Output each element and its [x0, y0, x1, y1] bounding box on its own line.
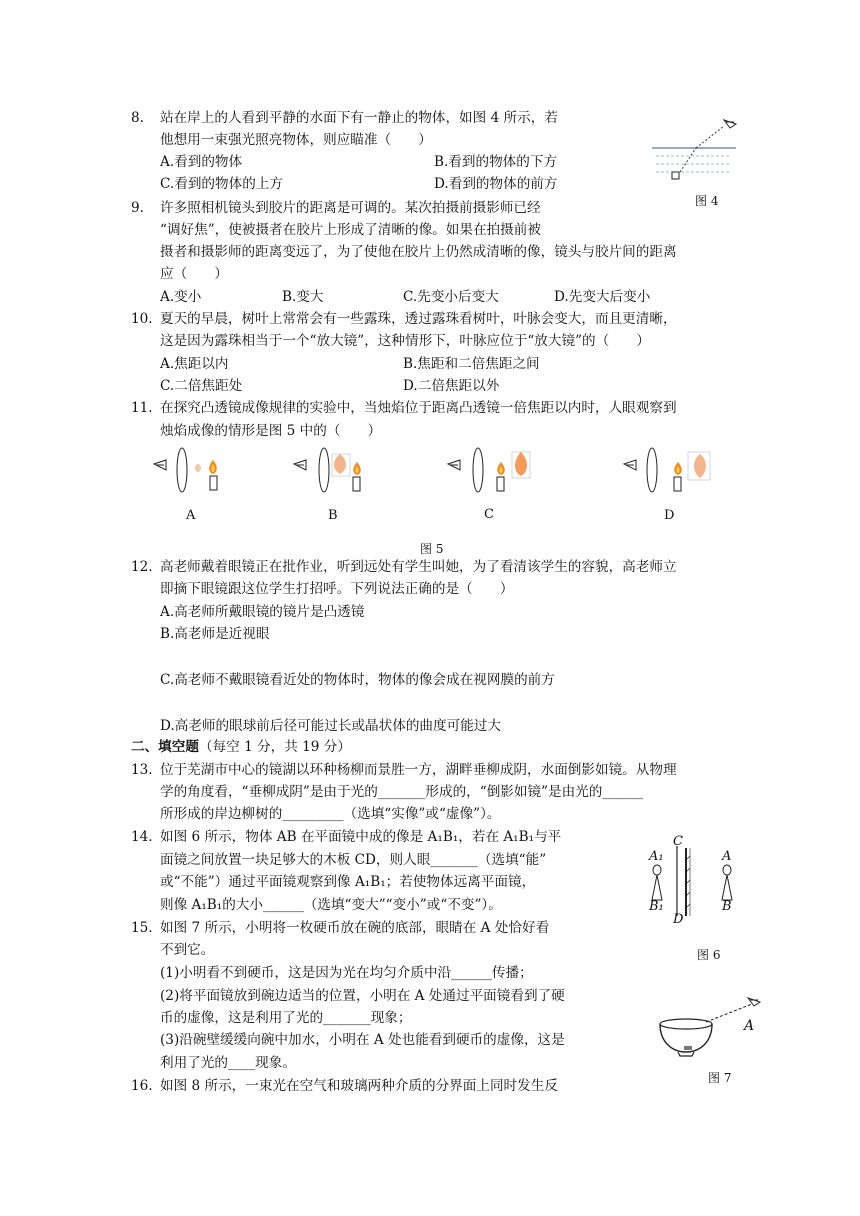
figure-6-label-a1: A₁ [649, 849, 664, 864]
q8-line-2: 他想用一束强光照亮物体，则应瞄准（ ） [160, 132, 432, 148]
q8-number: 8. [131, 110, 144, 126]
figure-7-caption: 图 7 [708, 1071, 732, 1085]
figure-6-caption: 图 6 [697, 948, 721, 962]
q9-line-2: “调好焦”，使被摄者在胶片上形成了清晰的像。如果在拍摄前被 [160, 222, 541, 238]
figure-5-label-c: C [484, 507, 494, 522]
q8-option-b: B.看到的物体的下方 [434, 154, 558, 170]
q10-number: 10. [131, 311, 153, 327]
figure-5-option-c [444, 446, 534, 498]
q12-number: 12. [131, 559, 153, 575]
q16-line-1: 如图 8 所示，一束光在空气和玻璃两种介质的分界面上同时发生反 [160, 1078, 558, 1094]
q15-line-2: 不到它。 [160, 942, 215, 958]
figure-5-option-d [620, 446, 716, 498]
q13-line-1: 位于芜湖市中心的镜湖以环种杨柳而景胜一方，湖畔垂柳成阴，水面倒影如镜。从物理 [160, 762, 677, 778]
q10-option-a: A.焦距以内 [160, 356, 229, 372]
q14-number: 14. [131, 829, 153, 845]
q14-line-4: 则像 A₁B₁的大小______（选填“变大”“变小”或“不变”）。 [160, 897, 502, 913]
q11-number: 11. [131, 400, 153, 416]
q14-line-2: 面镜之间放置一块足够大的木板 CD，则人眼_______（选填“能” [160, 852, 547, 868]
q8-option-d: D.看到的物体的前方 [434, 176, 558, 192]
q14-line-1: 如图 6 所示，物体 AB 在平面镜中成的像是 A₁B₁，若在 A₁B₁与平 [160, 829, 562, 845]
q8-option-c: C.看到的物体的上方 [160, 176, 283, 192]
figure-6-label-b: B [722, 899, 732, 914]
q13-line-2: 学的角度看，“垂柳成阴”是由于光的_______形成的，“倒影如镜”是由光的______ [160, 784, 644, 800]
figure-7-label-a: A [744, 1018, 755, 1034]
q12-line-1: 高老师戴着眼镜正在批作业，听到远处有学生叫她，为了看清该学生的容貌，高老师立 [160, 559, 677, 575]
q15-line-1: 如图 7 所示，小明将一枚硬币放在碗的底部，眼睛在 A 处恰好看 [160, 920, 550, 936]
figure-5-label-a: A [186, 508, 196, 523]
q10-option-d: D.二倍焦距以外 [403, 378, 500, 394]
q10-line-2: 这是因为露珠相当于一个“放大镜”，这种情形下，叶脉应位于“放大镜”的（ ） [160, 333, 650, 349]
q11-line-2: 烛焰成像的情形是图 5 中的（ ） [160, 423, 382, 439]
q15-line-7: 利用了光的____现象。 [160, 1055, 296, 1071]
section-2-title: 二、填空题 [131, 739, 199, 755]
q12-line-2: 即摘下眼镜跟这位学生打招呼。下列说法正确的是（ ） [160, 581, 514, 597]
q11-line-1: 在探究凸透镜成像规律的实验中，当烛焰位于距离凸透镜一倍焦距以内时，人眼观察到 [160, 400, 677, 416]
q15-line-6: (3)沿碗壁缓缓向碗中加水，小明在 A 处也能看到硬币的虚像，这是 [160, 1032, 565, 1048]
q9-option-d: D.先变大后变小 [554, 289, 651, 305]
figure-6-label-a: A [722, 849, 732, 864]
q9-line-4: 应（ ） [160, 266, 228, 282]
figure-4-caption: 图 4 [695, 194, 719, 208]
q16-number: 16. [131, 1078, 153, 1094]
figure-5-caption: 图 5 [420, 542, 444, 556]
q12-option-b: B.高老师是近视眼 [160, 626, 270, 642]
q10-option-c: C.二倍焦距处 [160, 378, 243, 394]
figure-6-label-c: C [673, 834, 683, 849]
q10-line-1: 夏天的早晨，树叶上常常会有一些露珠，透过露珠看树叶，叶脉会变大，而且更清晰， [160, 311, 677, 327]
q10-option-b: B.焦距和二倍焦距之间 [403, 356, 540, 372]
q14-line-3: 或“不能”）通过平面镜观察到像 A₁B₁；若使物体远离平面镜， [160, 874, 536, 890]
q15-line-4: (2)将平面镜放到碗边适当的位置，小明在 A 处通过平面镜看到了硬 [160, 988, 565, 1004]
figure-4-water-diagram [650, 112, 740, 192]
q8-line-1: 站在岸上的人看到平静的水面下有一静止的物体，如图 4 所示，若 [160, 110, 558, 126]
figure-5-option-a [150, 446, 230, 498]
q15-number: 15. [131, 920, 153, 936]
q9-option-c: C.先变小后变大 [403, 289, 499, 305]
figure-5-label-d: D [664, 508, 675, 523]
q9-number: 9. [131, 200, 144, 216]
section-2-heading [131, 737, 351, 757]
q15-line-3: (1)小明看不到硬币，这是因为光在均匀介质中沿______传播； [160, 965, 533, 981]
q8-option-a: A.看到的物体 [160, 154, 243, 170]
section-2-note: （每空 1 分，共 19 分） [198, 739, 351, 755]
figure-6-label-d: D [673, 912, 684, 927]
q12-option-a: A.高老师所戴眼镜的镜片是凸透镜 [160, 604, 365, 620]
q9-line-1: 许多照相机镜头到胶片的距离是可调的。某次拍摄前摄影师已经 [160, 200, 541, 216]
q12-option-c: C.高老师不戴眼镜看近处的物体时，物体的像会成在视网膜的前方 [160, 672, 555, 688]
q9-option-a: A.变小 [160, 289, 202, 305]
q9-line-3: 摄者和摄影师的距离变远了，为了使他在胶片上仍然成清晰的像，镜头与胶片间的距离 [160, 244, 677, 260]
figure-5-option-b [290, 446, 370, 498]
q15-line-5: 币的虚像，这是利用了光的_______现象； [160, 1010, 412, 1026]
figure-6-label-b1: B₁ [649, 899, 664, 914]
q13-line-3: 所形成的岸边柳树的_________（选填“实像”或“虚像”）。 [160, 806, 501, 822]
figure-5-label-b: B [328, 508, 338, 523]
q9-option-b: B.变大 [282, 289, 324, 305]
q13-number: 13. [131, 762, 153, 778]
q12-option-d: D.高老师的眼球前后径可能过长或晶状体的曲度可能过大 [160, 718, 501, 734]
